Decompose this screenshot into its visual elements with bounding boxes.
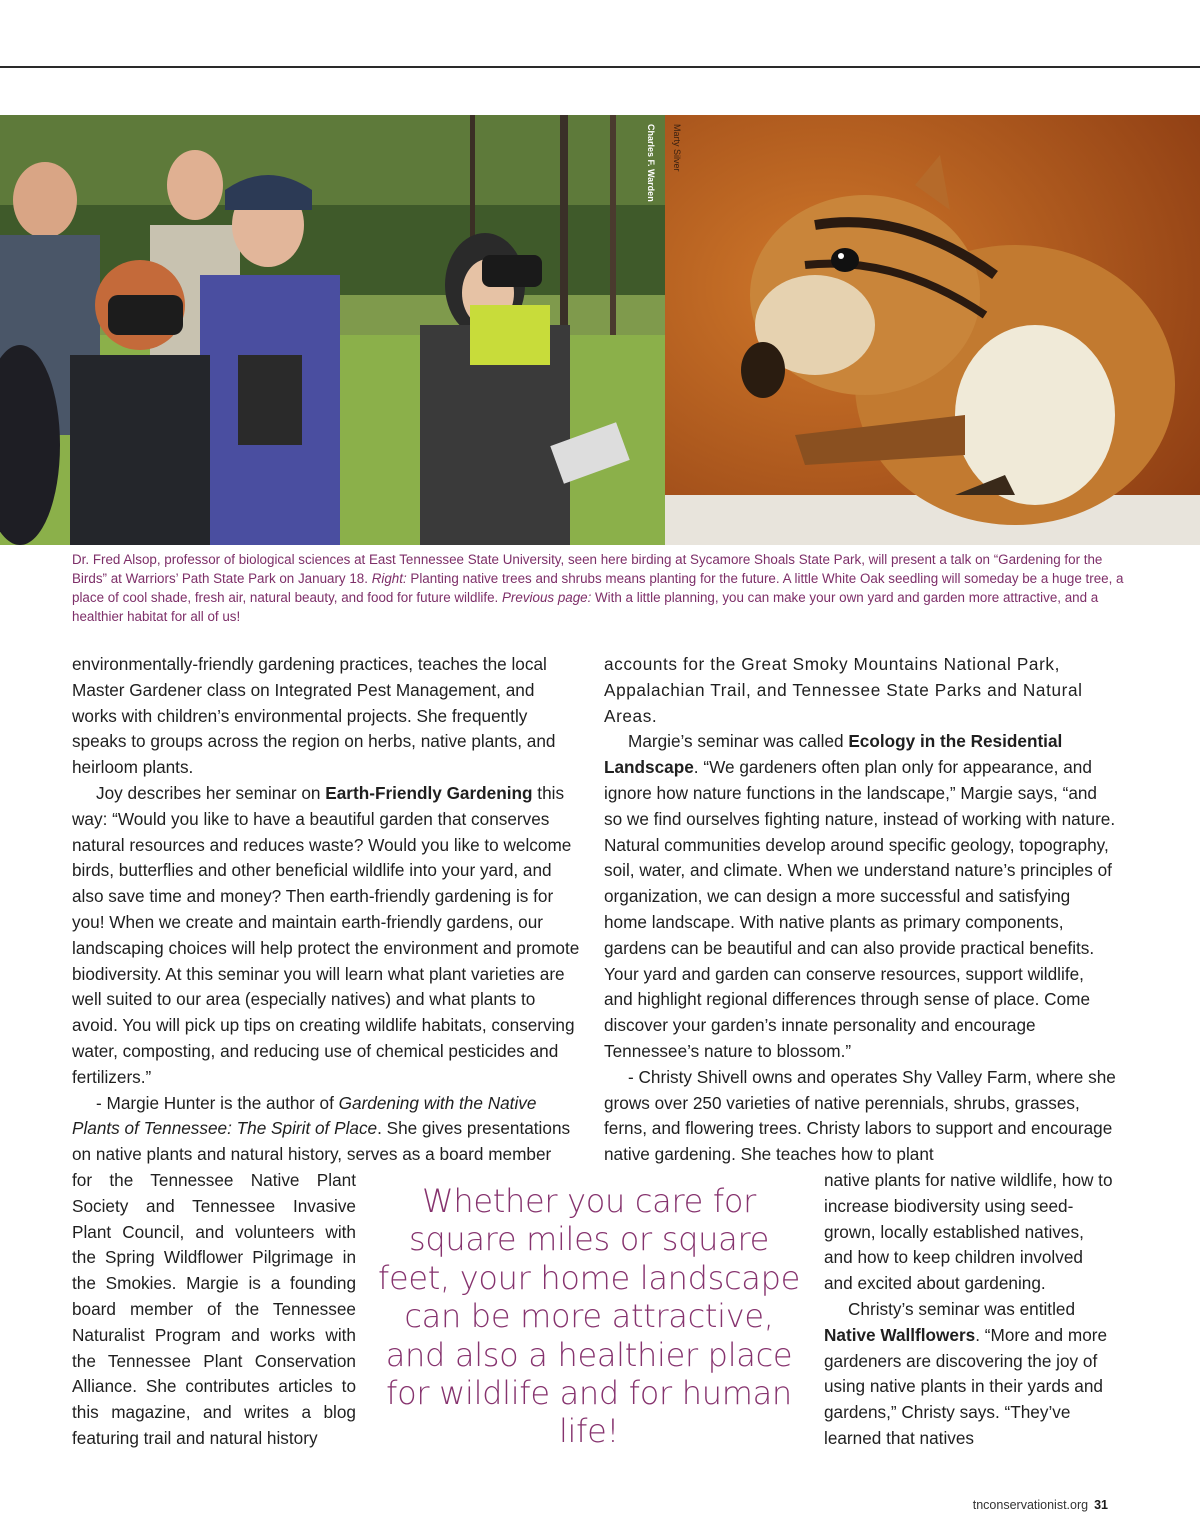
left-para-3-intro: - Margie Hunter is the author of — [96, 1092, 339, 1113]
left-para-3 — [72, 1091, 582, 1168]
book-title: Gardening with the Native Plants of Tennessee: The Spirit of Place — [72, 1092, 537, 1139]
right-narrow-column — [824, 1168, 1114, 1452]
chipmunk-photo — [665, 115, 1200, 545]
right-column — [604, 652, 1116, 1168]
top-rule — [0, 66, 1200, 68]
seminar-title-wallflowers: Native Wallflowers — [824, 1324, 976, 1345]
right-para-2-intro: Margie’s seminar was called — [628, 731, 849, 752]
right-para-2-rest: . “We gardeners often plan only for appearance, and ignore how nature functions in the landscape,” Margie says, “and so we find ourselves fighting nature, instead of working with nature. Natural communities develop around specific geology, topography, soil, water, and climate. When we understand nature’s principles of organization, we can design a more successful and satisfying home landscape. With native plants as primary components, gardens can be beautiful and can also provide practical benefits. Your yard and garden can conserve resources, support wildlife, and highlight regional differences through sense of place. Come discover your garden’s innate personality and encourage Tennessee’s nature to blossom.” — [604, 757, 1116, 1061]
photo-credit-left: Charles F. Warden — [646, 124, 656, 202]
left-column — [72, 652, 582, 1168]
page-number: 31 — [1094, 1498, 1108, 1512]
birding-photo — [0, 115, 665, 545]
left-para-2-rest: this way: “Would you like to have a beautiful garden that conserves natural resources and reduces waste? Would you like to welcome birds, butterflies and other beneficial wildlife into your yard, and also save time and money? Then earth-friendly gardening is for you! When we create and maintain earth-friendly gardens, our landscaping choices will help protect the environment and promote biodiversity. At this seminar you will learn what plant varieties are well suited to our area (especially natives) and what plants to avoid. You will pick up tips on creating wildlife habitats, conserving water, composting, and reducing use of chemical pesticides and fertilizers.” — [72, 782, 580, 1087]
right-para-1: accounts for the Great Smoky Mountains National Park, Appalachian Trail, and Tennessee State Parks and Natural Areas. — [604, 654, 1083, 726]
page-footer — [973, 1498, 1108, 1512]
right-para-2 — [604, 729, 1116, 1064]
left-para-1: environmentally-friendly gardening practices, teaches the local Master Gardener class on Integrated Pest Management, and works with children’s environmental projects. She frequently speaks to groups across the region on herbs, native plants, and heirloom plants. — [72, 654, 556, 778]
left-narrow-column — [72, 1168, 356, 1452]
left-para-2 — [72, 781, 582, 1091]
right-narrow-para-2-rest: . “More and more gardeners are discovering the joy of using native plants in their yards and gardens,” Christy says. “They’ve learned that natives — [824, 1324, 1108, 1448]
left-para-3-rest: . She gives presentations on native plants and natural history, serves as a board member — [72, 1118, 571, 1165]
photo-credit-right: Marty Silver — [672, 124, 682, 172]
caption-text-3: With a little planning, you can make your own yard and garden more attractive, and a healthier habitat for all of us! — [72, 590, 1099, 624]
right-para-3: - Christy Shivell owns and operates Shy Valley Farm, where she grows over 250 varieties of native perennials, shrubs, grasses, ferns, and flowering trees. Christy labors to support and encourage native gardening. She teaches how to plant — [604, 1066, 1116, 1165]
caption-text-1: Dr. Fred Alsop, professor of biological sciences at East Tennessee State University, seen here birding at Sycamore Shoals State Park, will present a talk on “Gardening for the Birds” at Warriors’ Path State Park on January 18. — [72, 552, 1103, 586]
photo-caption — [72, 550, 1132, 626]
right-narrow-para-2 — [824, 1297, 1114, 1452]
right-narrow-para-2-intro: Christy’s seminar was entitled — [848, 1298, 1076, 1319]
caption-previous-label: Previous page: — [502, 590, 592, 605]
seminar-title-earth-friendly: Earth-Friendly Gardening — [325, 782, 533, 803]
seminar-title-ecology: Ecology in the Residential Landscape — [604, 731, 1063, 778]
pull-quote: Whether you care for square miles or square feet, your home landscape can be more attractive, and also a healthier place for wildlife and for human life! — [377, 1182, 801, 1451]
right-narrow-para-1: native plants for native wildlife, how to increase biodiversity using seed-grown, locally established natives, and how to keep children involved and excited about gardening. — [824, 1170, 1113, 1294]
caption-right-label: Right: — [371, 571, 407, 586]
footer-site: tnconservationist.org — [972, 1498, 1089, 1512]
left-para-2-intro: Joy describes her seminar on — [96, 782, 326, 803]
caption-text-2: Planting native trees and shrubs means planting for the future. A little White Oak seedling will someday be a huge tree, a place of cool shade, fresh air, natural beauty, and food for future wildlife. — [72, 571, 1124, 605]
left-narrow-text: for the Tennessee Native Plant Society and Tennessee Invasive Plant Council, and volunteers with the Spring Wildflower Pilgrimage in the Smokies. Margie is a founding board member of the Tennessee Naturalist Program and works with the Tennessee Plant Conservation Alliance. She contributes articles to this magazine, and writes a blog featuring trail and natural history — [72, 1170, 356, 1448]
